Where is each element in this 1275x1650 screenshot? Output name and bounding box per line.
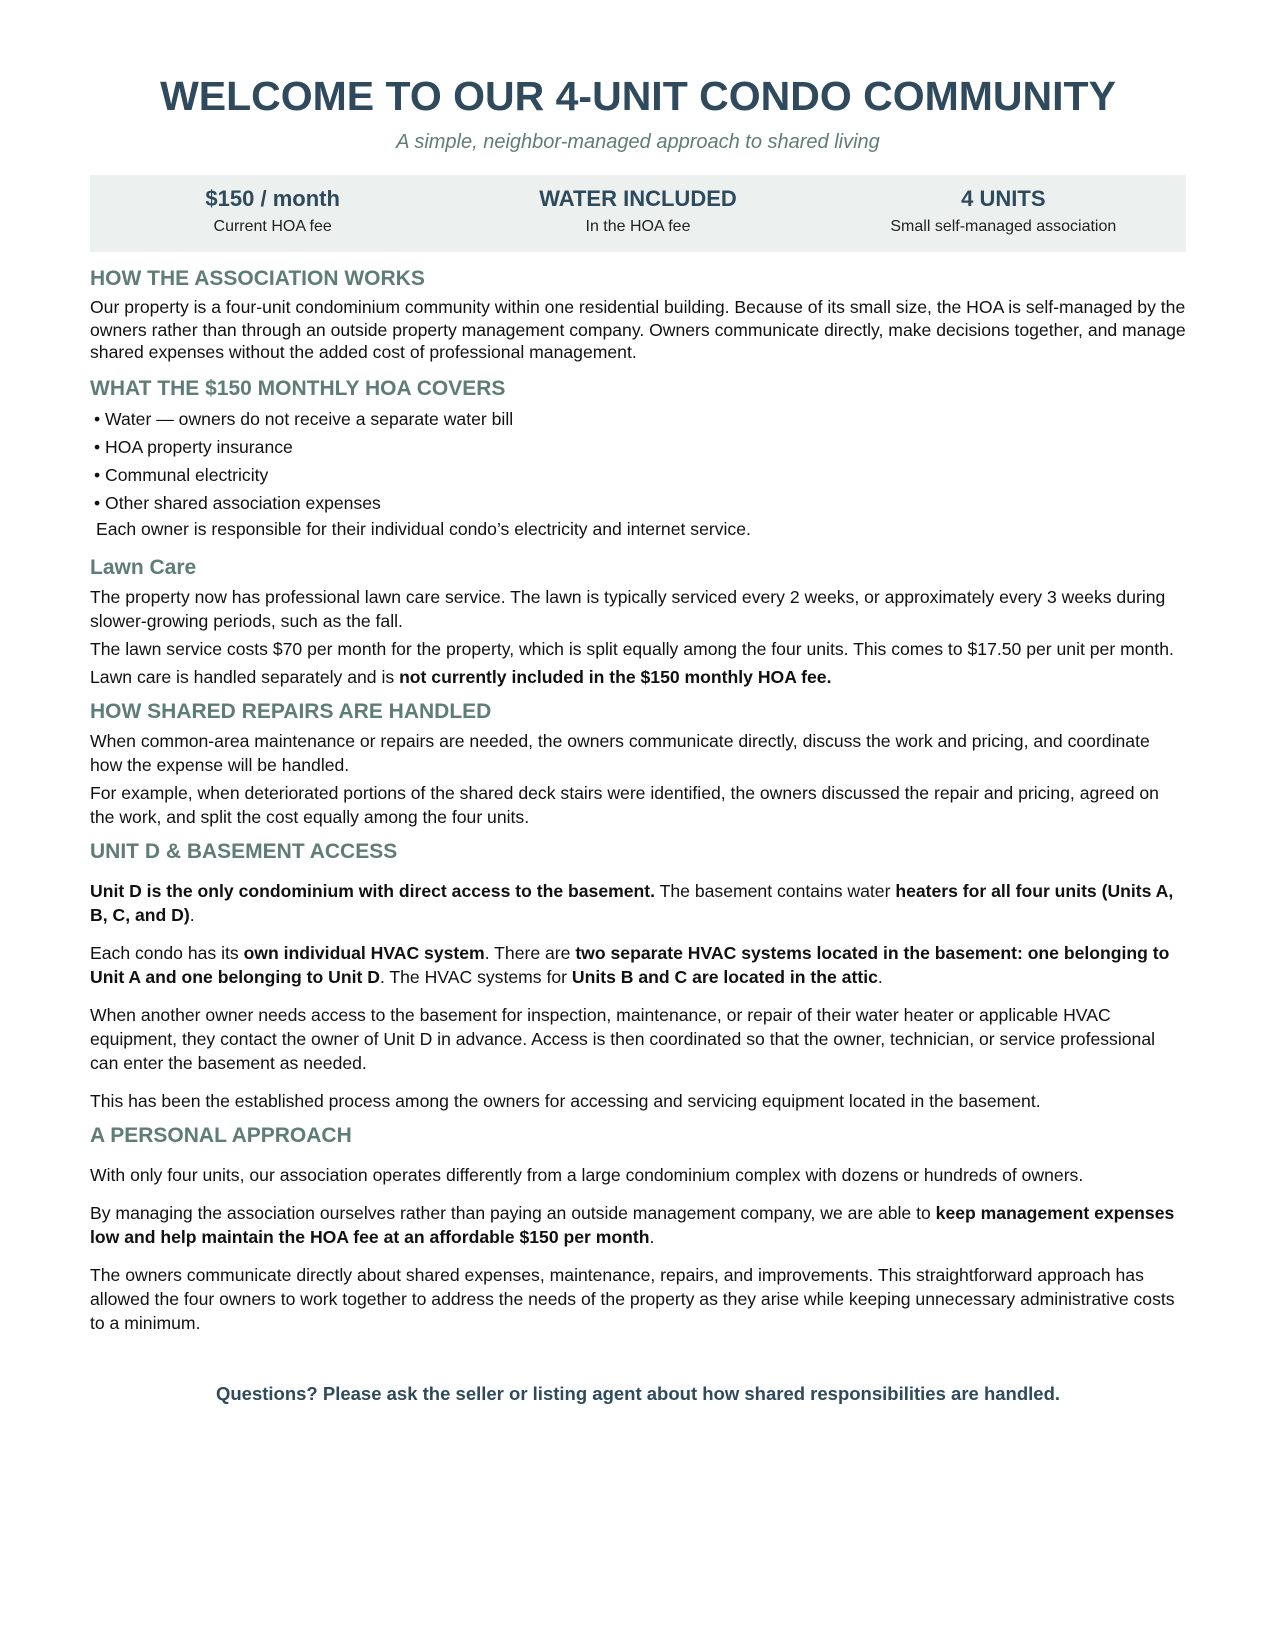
unit-d-paragraph-2 [90,941,1186,989]
lawn-paragraph-1: The property now has professional lawn care service. The lawn is typically serviced every 2 weeks, or approximately every 3 weeks during slower-growing periods, such as the fall. [90,586,1166,631]
list-item: • Water — owners do not receive a separate water bill [94,408,514,429]
unit-d-emphasis-2: heaters for all four units (Units A, B, C, and D) [90,880,1174,925]
unit-d-text: . [189,904,195,925]
covers-note: Each owner is responsible for their individual condo’s electricity and internet service. [96,518,751,539]
stat-value: 4 UNITS [961,186,1046,211]
stat-value: WATER INCLUDED [539,186,737,211]
section-heading-covers: WHAT THE $150 MONTHLY HOA COVERS [90,376,506,400]
hvac-emphasis-2: two separate HVAC systems located in the basement: one belonging to Unit A and one belonging to Unit D [90,942,1170,987]
list-item: • Other shared association expenses [94,492,381,513]
section-heading-repairs: HOW SHARED REPAIRS ARE HANDLED [90,699,492,723]
page-subtitle: A simple, neighbor-managed approach to shared living [396,131,880,153]
hvac-emphasis-1: own individual HVAC system [243,942,485,963]
lawn-text: Lawn care is handled separately and is [90,666,400,687]
document-page [90,0,1186,1406]
footer-note: Questions? Please ask the seller or listing agent about how shared responsibilities are handled. [215,1382,1061,1404]
stat-label: In the HOA fee [585,218,691,235]
repairs-paragraph-1: When common-area maintenance or repairs are needed, the owners communicate directly, discuss the work and pricing, and coordinate how the expense will be handled. [90,730,1150,775]
unit-d-paragraph-1 [90,879,1186,927]
personal-emphasis: keep management expenses low and help maintain the HOA fee at an affordable $150 per month [90,1202,1175,1247]
stat-water [455,175,820,252]
stats-band [90,175,1186,252]
covers-list [90,405,1186,517]
lawn-paragraph-3 [90,665,1186,689]
section-heading-association: HOW THE ASSOCIATION WORKS [90,267,425,290]
hvac-emphasis-3: Units B and C are located in the attic [571,966,878,987]
unit-d-emphasis-1: Unit D is the only condominium with direct access to the basement. [90,880,656,901]
stat-value: $150 / month [205,186,340,211]
section-heading-lawn: Lawn Care [90,555,197,579]
section-heading-personal: A PERSONAL APPROACH [90,1123,352,1147]
lawn-paragraph-2: The lawn service costs $70 per month for the property, which is split equally among the four units. This comes to $17.50 per unit per month. [90,638,1174,659]
section-heading-unit-d: UNIT D & BASEMENT ACCESS [90,839,398,863]
personal-paragraph-1: With only four units, our association operates differently from a large condominium complex with dozens or hundreds of owners. [90,1164,1084,1185]
hvac-text: . There are [484,942,576,963]
hvac-text: . [877,966,883,987]
stat-units [821,175,1186,252]
unit-d-paragraph-4: This has been the established process among the owners for accessing and servicing equipment located in the basement. [90,1090,1041,1111]
lawn-emphasis: not currently included in the $150 monthly HOA fee. [399,666,832,687]
repairs-paragraph-2: For example, when deteriorated portions of the shared deck stairs were identified, the owners discussed the repair and pricing, agreed on the work, and split the cost equally among the four units. [90,782,1159,827]
personal-paragraph-2 [90,1201,1186,1249]
personal-text: By managing the association ourselves rather than paying an outside management company, we are able to [90,1202,936,1223]
stat-label: Current HOA fee [213,218,332,235]
hvac-text: . The HVAC systems for [379,966,572,987]
association-paragraph: Our property is a four-unit condominium community within one residential building. Because of its small size, the HOA is self-managed by the owners rather than through an outside property management company. Owners communicate directly, make decisions together, and manage shared expenses without the added cost of professional management. [90,297,1186,362]
unit-d-text: The basement contains water [655,880,896,901]
hvac-text: Each condo has its [90,942,244,963]
stat-hoa-fee [90,175,455,252]
personal-text: . [649,1226,655,1247]
list-item: • HOA property insurance [94,436,293,457]
stat-label: Small self-managed association [890,218,1117,235]
list-item: • Communal electricity [94,464,269,485]
personal-paragraph-3: The owners communicate directly about shared expenses, maintenance, repairs, and improvements. This straightforward approach has allowed the four owners to work together to address the needs of the property as they arise while keeping unnecessary administrative costs to a minimum. [90,1264,1175,1333]
unit-d-paragraph-3: When another owner needs access to the basement for inspection, maintenance, or repair of their water heater or applicable HVAC equipment, they contact the owner of Unit D in advance. Access is then coordinated so that the owner, technician, or service professional can enter the basement as needed. [90,1004,1156,1073]
page-title: WELCOME TO OUR 4-UNIT CONDO COMMUNITY [160,73,1116,119]
